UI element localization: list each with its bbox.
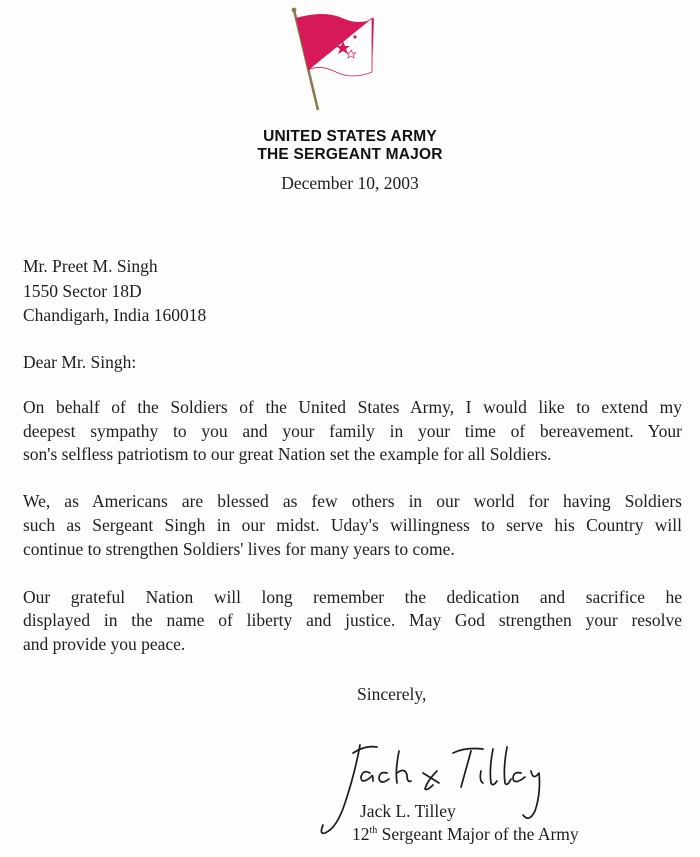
army-sergeant-major-flag-icon <box>288 6 378 114</box>
signer-name: Jack L. Tilley <box>360 801 456 821</box>
paragraph-line: We, as Americans are blessed as few others in our world for having Soldiers <box>23 491 682 511</box>
signer-title <box>352 824 579 845</box>
recipient-name: Mr. Preet M. Singh <box>23 256 158 276</box>
paragraph-line: continue to strengthen Soldiers' lives for many years to come. <box>23 539 455 559</box>
letterhead-org: UNITED STATES ARMY <box>263 128 437 145</box>
paragraph-line: and provide you peace. <box>23 634 186 654</box>
letter-date: December 10, 2003 <box>281 173 419 193</box>
paragraph-line: such as Sergeant Singh in our midst. Uday's willingness to serve his Country will <box>23 515 682 535</box>
paragraph-line: deepest sympathy to you and your family in your time of bereavement. Your <box>23 421 682 441</box>
paragraph-line: On behalf of the Soldiers of the United States Army, I would like to extend my <box>23 397 682 417</box>
signer-title-ordinal: 12 <box>352 824 370 844</box>
signer-title-rest: Sergeant Major of the Army <box>377 824 579 844</box>
paragraph-line: Our grateful Nation will long remember the dedication and sacrifice he <box>23 587 682 607</box>
paragraph-line: son's selfless patriotism to our great Nation set the example for all Soldiers. <box>23 444 552 464</box>
recipient-street: 1550 Sector 18D <box>23 281 142 301</box>
paragraph-line: displayed in the name of liberty and justice. May God strengthen your resolve <box>23 610 682 630</box>
recipient-city: Chandigarh, India 160018 <box>23 305 207 325</box>
signer-title-suffix: th <box>369 825 378 837</box>
letterhead-office: THE SERGEANT MAJOR <box>257 146 443 163</box>
salutation: Dear Mr. Singh: <box>23 352 137 372</box>
closing: Sincerely, <box>357 684 427 704</box>
